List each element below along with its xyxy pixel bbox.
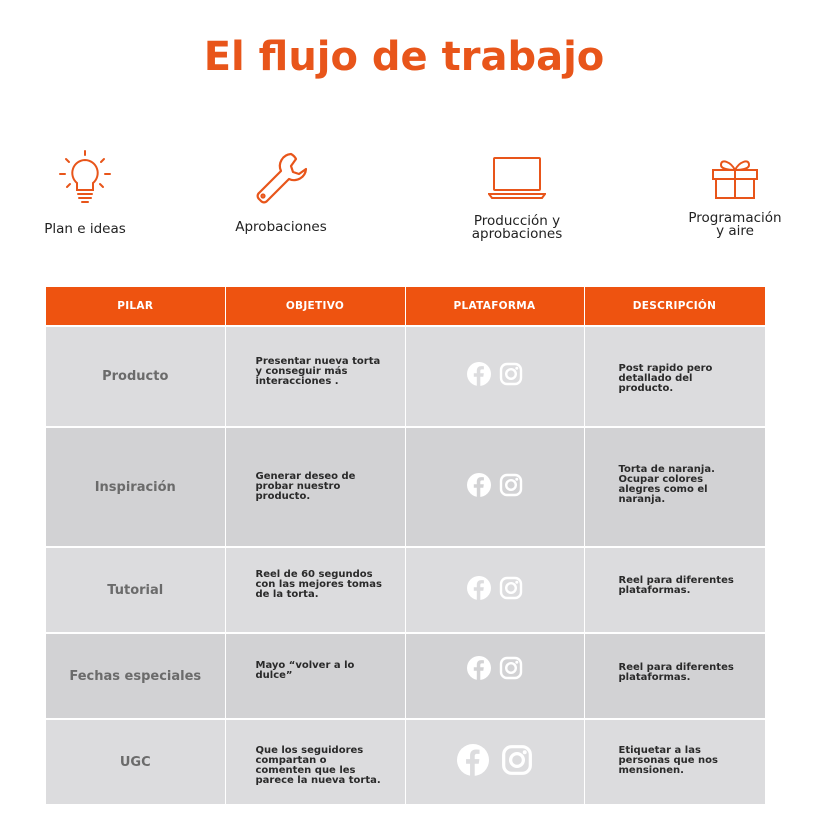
step-label: Aprobaciones xyxy=(235,219,327,235)
step-label-line1: Producción y xyxy=(473,213,561,229)
facebook-icon xyxy=(467,576,491,600)
step-label: Plan e ideas xyxy=(44,221,126,237)
instagram-icon xyxy=(499,362,523,386)
content-table xyxy=(46,287,766,804)
page-title: El flujo de trabajo xyxy=(203,34,605,80)
cell-platform xyxy=(405,427,584,547)
step-label-line1: Programación xyxy=(688,210,782,226)
step-programacion xyxy=(680,156,790,238)
facebook-icon xyxy=(467,362,491,386)
lightbulb-icon xyxy=(57,150,113,208)
cell-description: Reel para diferentes plataformas. xyxy=(584,547,765,633)
step-label-line2: y aire xyxy=(716,223,754,239)
laptop-icon xyxy=(488,156,546,200)
facebook-icon xyxy=(467,473,491,497)
step-produccion xyxy=(462,156,572,241)
cell-description: Post rapido pero detallado del producto. xyxy=(584,326,765,427)
cell-description: Reel para diferentes plataformas. xyxy=(584,633,765,719)
cell-description: Etiquetar a las personas que nos mensionen. xyxy=(584,719,765,804)
header-objetivo: OBJETIVO xyxy=(225,287,405,326)
instagram-icon xyxy=(499,473,523,497)
cell-platform xyxy=(405,326,584,427)
cell-objective: Reel de 60 segundos con las mejores tomas de la torta. xyxy=(225,547,405,633)
cell-platform xyxy=(405,719,584,804)
cell-pillar: Tutorial xyxy=(46,547,225,633)
facebook-icon xyxy=(457,744,489,776)
cell-objective: Presentar nueva torta y conseguir más interacciones . xyxy=(225,326,405,427)
cell-pillar: Inspiración xyxy=(46,427,225,547)
step-plan xyxy=(40,150,130,236)
cell-description: Torta de naranja. Ocupar colores alegres como el naranja. xyxy=(584,427,765,547)
table-row xyxy=(46,427,765,547)
header-plataforma: PLATAFORMA xyxy=(405,287,584,326)
cell-pillar: Producto xyxy=(46,326,225,427)
table-row xyxy=(46,633,765,719)
header-descripcion: DESCRIPCIÓN xyxy=(584,287,765,326)
step-aprobaciones xyxy=(228,150,334,234)
cell-platform xyxy=(405,547,584,633)
cell-objective: Mayo “volver a lo dulce” xyxy=(225,633,405,719)
wrench-icon xyxy=(253,150,309,206)
instagram-icon xyxy=(499,576,523,600)
table-row xyxy=(46,326,765,427)
cell-objective: Que los seguidores compartan o comenten que les parece la nueva torta. xyxy=(225,719,405,804)
table-row xyxy=(46,547,765,633)
instagram-icon xyxy=(499,656,523,680)
cell-objective: Generar deseo de probar nuestro producto. xyxy=(225,427,405,547)
gift-icon xyxy=(711,156,759,200)
header-pilar: PILAR xyxy=(46,287,225,326)
instagram-icon xyxy=(501,744,533,776)
cell-platform xyxy=(405,633,584,719)
step-label-line2: aprobaciones xyxy=(471,226,563,242)
table-row xyxy=(46,719,765,804)
cell-pillar: Fechas especiales xyxy=(46,633,225,719)
facebook-icon xyxy=(467,656,491,680)
cell-pillar: UGC xyxy=(46,719,225,804)
table-header-row xyxy=(46,287,765,326)
